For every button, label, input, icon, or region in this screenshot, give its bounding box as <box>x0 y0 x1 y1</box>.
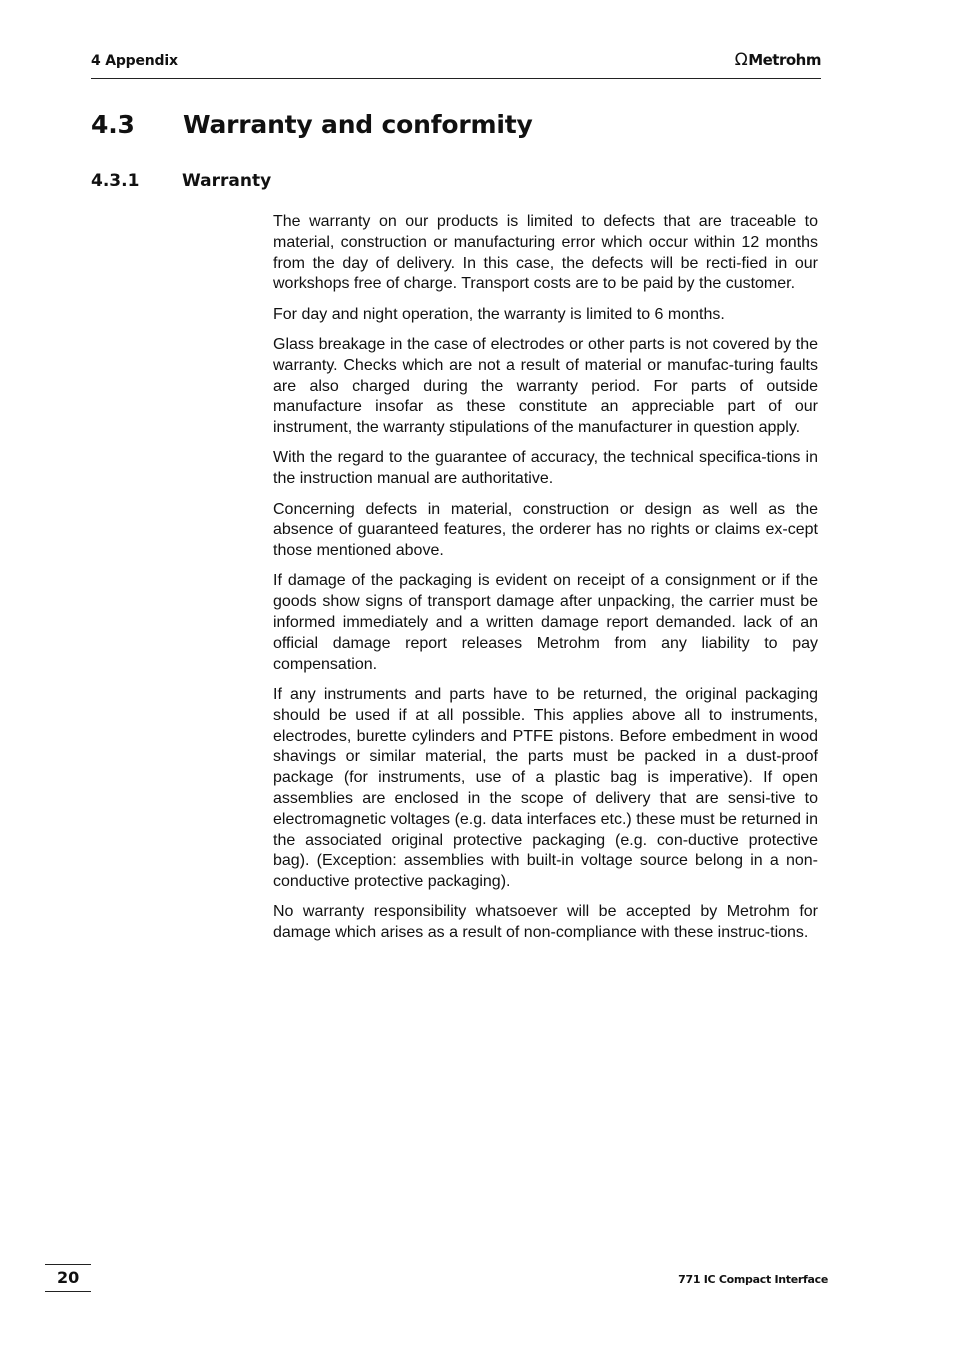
omega-icon: Ω <box>734 49 748 70</box>
paragraph: With the regard to the guarantee of accuracy, the technical specifica-tions in the instruction manual are authoritative. <box>273 449 818 488</box>
paragraph: If any instruments and parts have to be returned, the original packaging should be used if at all possible. This applies above all to instruments, electrodes, burette cylinders and PTFE pistons. Before embedment in wood shavings or similar material, the parts must be packed in a dust-proof package (for instruments, use of a plastic bag is imperative). If open assemblies are enclosed in the scope of delivery that are sensi-tive to electromagnetic voltages (e.g. data interfaces etc.) these must be returned in the associated original protective packaging (e.g. con-ductive protective bag). (Exception: assemblies with built-in voltage source belong in a non-conductive protective packaging). <box>273 685 818 891</box>
paragraph: If damage of the packaging is evident on receipt of a consignment or if the goods show signs of transport damage after unpacking, the carrier must be informed immediately and a written damage report demanded. lack of an official damage report releases Metrohm from any liability to pay compensation. <box>273 572 818 673</box>
paragraph: Glass breakage in the case of electrodes or other parts is not covered by the warranty. Checks which are not a result of material or manufac-turing faults are also charged during the warranty period. For parts of outside manufacture insofar as these constitute an appreciable part of our instrument, the warranty stipulations of the manufacturer in question apply. <box>273 335 818 437</box>
section-title: Warranty and conformity <box>183 110 533 139</box>
subsection-title: Warranty <box>182 171 272 191</box>
header-section: 4 Appendix <box>91 53 178 69</box>
logo-text: Metrohm <box>748 51 821 69</box>
footer-product: 771 IC Compact Interface <box>678 1273 828 1286</box>
subsection-heading <box>91 171 271 191</box>
subsection-number: 4.3.1 <box>91 171 140 191</box>
paragraph: For day and night operation, the warranty is limited to 6 months. <box>273 305 725 323</box>
paragraph: The warranty on our products is limited to defects that are traceable to material, construction or manufacturing error which occur within 12 months from the day of delivery. In this case, the defects will be recti-fied in our workshops free of charge. Transport costs are to be paid by the customer. <box>273 213 818 293</box>
page-header <box>91 50 821 79</box>
section-number: 4.3 <box>91 110 135 139</box>
body-text <box>273 212 818 954</box>
paragraph: No warranty responsibility whatsoever will be accepted by Metrohm for damage which arises as a result of non-compliance with these instruc-tions. <box>273 903 818 942</box>
brand-logo <box>735 51 821 69</box>
paragraph: Concerning defects in material, construction or design as well as the absence of guaranteed features, the orderer has no rights or claims ex-cept those mentioned above. <box>273 500 818 560</box>
page-number: 20 <box>45 1264 91 1292</box>
section-heading <box>91 110 533 139</box>
